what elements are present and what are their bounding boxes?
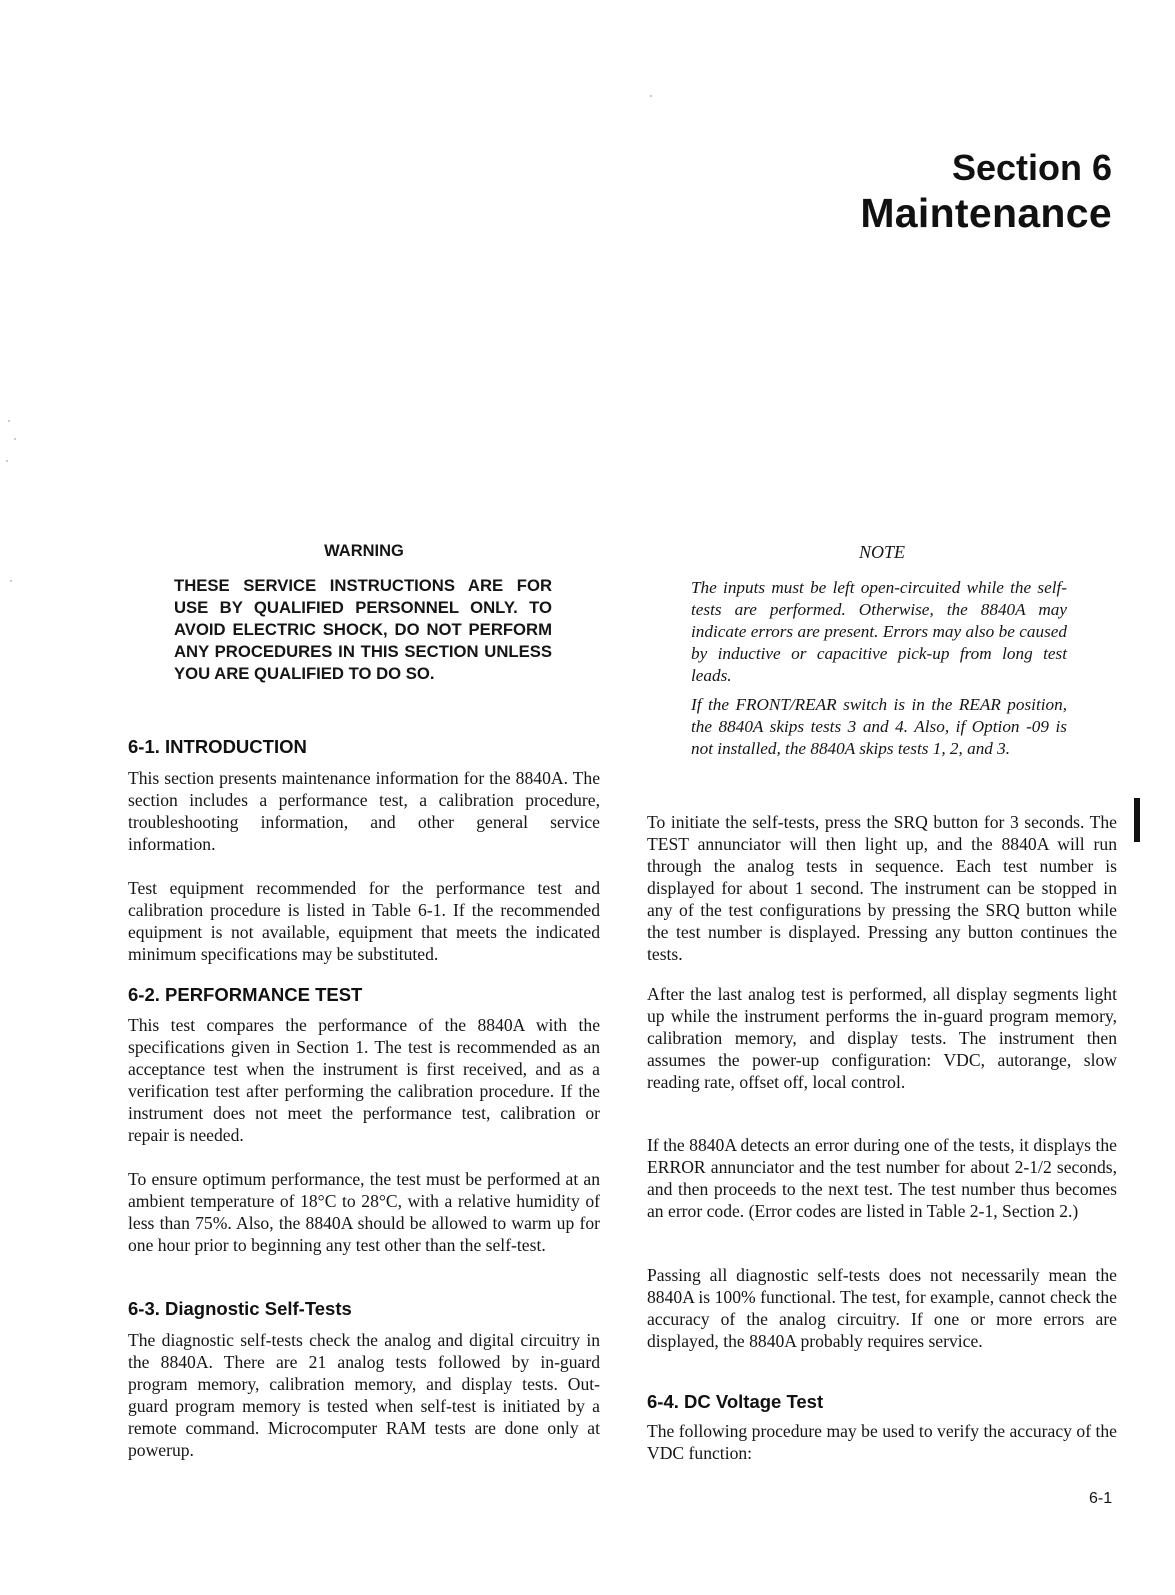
revision-change-bar xyxy=(1134,798,1140,842)
self-test-paragraph-2: After the last analog test is performed, all display segments light up while the instrument performs the in-guard program memory, calibration memory, and display tests. The instrument then assumes the power-up configuration: VDC, autorange, slow reading rate, offset off, local control. xyxy=(647,984,1117,1092)
self-test-paragraph-1: To initiate the self-tests, press the SRQ button for 3 seconds. The TEST annunciator will then light up, and the 8840A will run through the analog tests in sequence. Each test number is displayed for about 1 second. The instrument can be stopped in any of the test configurations by pressing the SRQ button while the test number is displayed. Pressing any button continues the tests. xyxy=(647,812,1117,964)
performance-paragraph-1: This test compares the performance of the 8840A with the specifications given in Section 1. The test is recommended as an acceptance test when the instrument is first received, and as a verification test after performing the calibration procedure. If the instrument does not meet the performance test, calibration or repair is needed. xyxy=(128,1015,600,1145)
scan-speck xyxy=(10,580,12,582)
scan-speck xyxy=(14,438,16,440)
heading-diagnostic-self-tests: 6-3. Diagnostic Self-Tests xyxy=(128,1298,352,1319)
intro-paragraph-1: This section presents maintenance information for the 8840A. The section includes a performance test, a calibration procedure, troubleshooting information, and other general service information. xyxy=(128,768,600,854)
heading-performance-test: 6-2. PERFORMANCE TEST xyxy=(128,984,363,1005)
section-number: Section 6 xyxy=(951,147,1112,188)
heading-dc-voltage-test: 6-4. DC Voltage Test xyxy=(647,1391,824,1412)
page-number: 6-1 xyxy=(1089,1490,1113,1507)
self-test-paragraph-4: Passing all diagnostic self-tests does not necessarily mean the 8840A is 100% functional. The test, for example, cannot check the accuracy of the analog circuitry. If one or more errors are displayed, the 8840A probably requires service. xyxy=(647,1265,1117,1351)
scan-speck xyxy=(6,460,8,462)
warning-text: THESE SERVICE INSTRUCTIONS ARE FOR USE BY QUALIFIED PERSONNEL ONLY. TO AVOID ELECTRIC SHOCK, DO NOT PERFORM ANY PROCEDURES IN THIS SECTION UNLESS YOU ARE QUALIFIED TO DO SO. xyxy=(174,576,552,683)
scan-speck xyxy=(8,420,10,422)
self-test-paragraph-3: If the 8840A detects an error during one of the tests, it displays the ERROR annunciator and the test number for about 2-1/2 seconds, and then proceeds to the next test. The test number thus becomes an error code. (Error codes are listed in Table 2-1, Section 2.) xyxy=(647,1135,1117,1221)
note-paragraph-1: The inputs must be left open-circuited while the self-tests are performed. Otherwise, the 8840A may indicate errors are present. Errors may also be caused by inductive or capacitive pick-up from long test leads. xyxy=(691,578,1067,685)
warning-title: WARNING xyxy=(324,542,404,560)
note-title: NOTE xyxy=(858,542,905,562)
performance-paragraph-2: To ensure optimum performance, the test must be performed at an ambient temperature of 18°C to 28°C, with a relative humidity of less than 75%. Also, the 8840A should be allowed to warm up for one hour prior to beginning any test other than the self-test. xyxy=(128,1169,600,1255)
note-paragraph-2: If the FRONT/REAR switch is in the REAR position, the 8840A skips tests 3 and 4. Also, if Option -09 is not installed, the 8840A skips tests 1, 2, and 3. xyxy=(691,695,1067,758)
dc-voltage-paragraph-1: The following procedure may be used to verify the accuracy of the VDC function: xyxy=(647,1421,1117,1463)
scan-speck xyxy=(650,95,652,97)
diagnostic-paragraph-1: The diagnostic self-tests check the analog and digital circuitry in the 8840A. There are 21 analog tests followed by in-guard program memory, calibration memory, and display tests. Out-guard program memory is tested when self-test is initiated by a remote command. Microcomputer RAM tests are done only at powerup. xyxy=(128,1330,600,1460)
heading-introduction: 6-1. INTRODUCTION xyxy=(128,736,307,757)
intro-paragraph-2: Test equipment recommended for the performance test and calibration procedure is listed in Table 6-1. If the recommended equipment is not available, equipment that meets the indicated minimum specifications may be substituted. xyxy=(128,878,600,964)
section-title: Maintenance xyxy=(860,190,1112,236)
